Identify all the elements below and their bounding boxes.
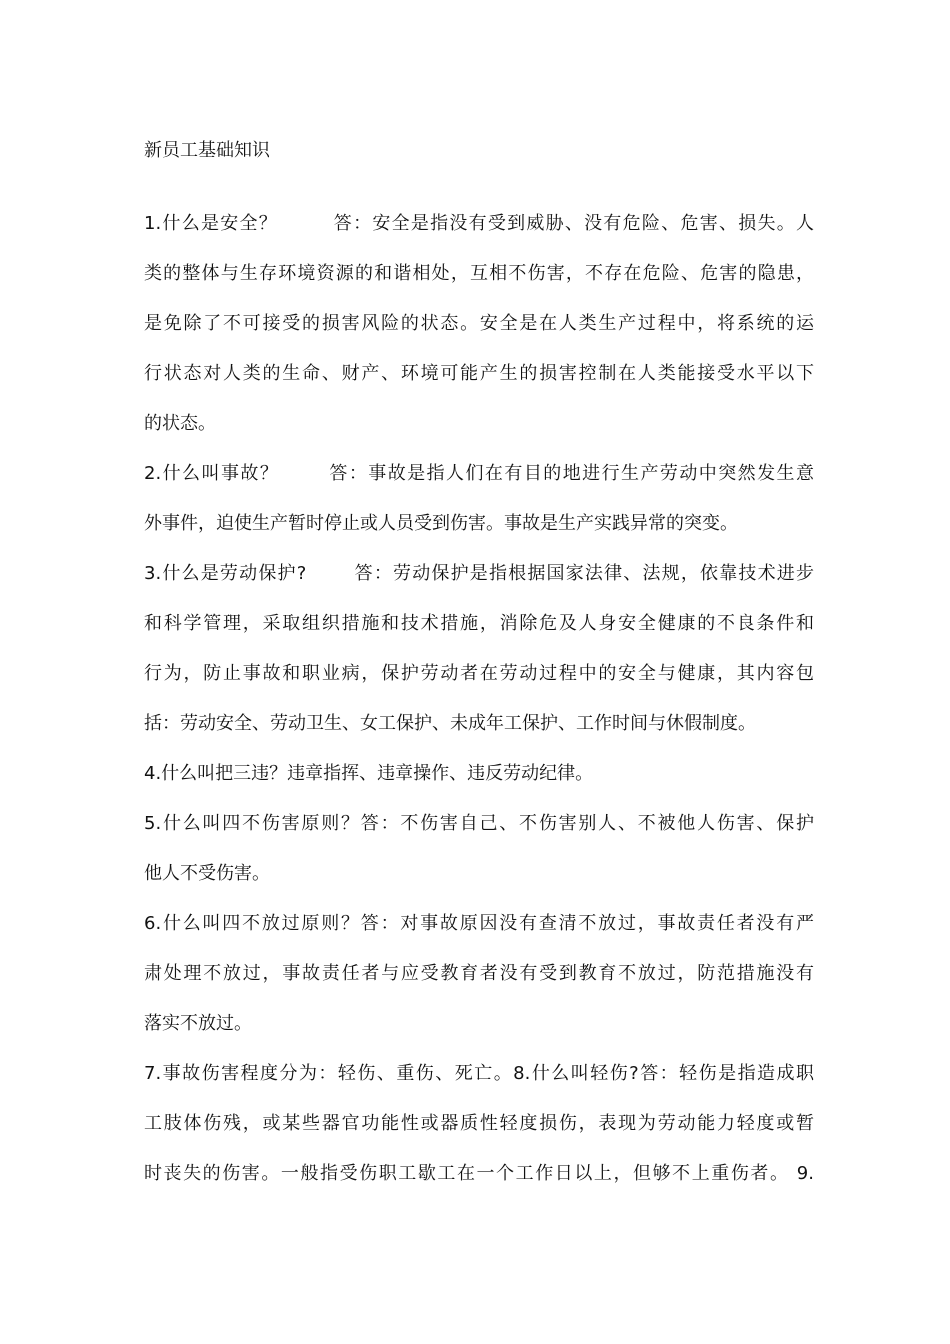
text-line: 行为，防止事故和职业病，保护劳动者在劳动过程中的安全与健康，其内容包: [144, 663, 814, 684]
text-line: 2.什么叫事故？ 答：事故是指人们在有目的地进行生产劳动中突然发生意: [144, 463, 814, 484]
text-line: 7.事故伤害程度分为：轻伤、重伤、死亡。8.什么叫轻伤?答：轻伤是指造成职: [144, 1063, 814, 1084]
text-line: 工肢体伤残，或某些器官功能性或器质性轻度损伤，表现为劳动能力轻度或暂: [144, 1113, 814, 1134]
text-line: 6.什么叫四不放过原则？答：对事故原因没有查清不放过，事故责任者没有严: [144, 913, 814, 934]
text-line: 的状态。: [144, 413, 216, 434]
text-line: 是免除了不可接受的损害风险的状态。安全是在人类生产过程中，将系统的运: [144, 313, 814, 334]
text-line: 类的整体与生存环境资源的和谐相处，互相不伤害，不存在危险、危害的隐患，: [144, 263, 814, 284]
text-line: 外事件，迫使生产暂时停止或人员受到伤害。事故是生产实践异常的突变。: [144, 513, 738, 534]
text-line: 4.什么叫把三违？违章指挥、违章操作、违反劳动纪律。: [144, 763, 594, 784]
text-line: 他人不受伤害。: [144, 863, 270, 884]
text-line: 行状态对人类的生命、财产、环境可能产生的损害控制在人类能接受水平以下: [144, 363, 814, 384]
document-title: 新员工基础知识: [144, 140, 270, 161]
text-line: 5.什么叫四不伤害原则？答：不伤害自己、不伤害别人、不被他人伤害、保护: [144, 813, 814, 834]
text-line: 括：劳动安全、劳动卫生、女工保护、未成年工保护、工作时间与休假制度。: [144, 713, 756, 734]
text-line: 肃处理不放过，事故责任者与应受教育者没有受到教育不放过，防范措施没有: [144, 963, 814, 984]
document-body: [144, 206, 814, 1206]
text-line: 落实不放过。: [144, 1013, 252, 1034]
text-line: 时丧失的伤害。一般指受伤职工歇工在一个工作日以上，但够不上重伤者。 9.: [144, 1163, 814, 1184]
text-line: 3.什么是劳动保护? 答：劳动保护是指根据国家法律、法规，依靠技术进步: [144, 563, 814, 584]
text-line: 和科学管理，采取组织措施和技术措施，消除危及人身安全健康的不良条件和: [144, 613, 814, 634]
text-line: 1.什么是安全？ 答：安全是指没有受到威胁、没有危险、危害、损失。人: [144, 213, 814, 234]
